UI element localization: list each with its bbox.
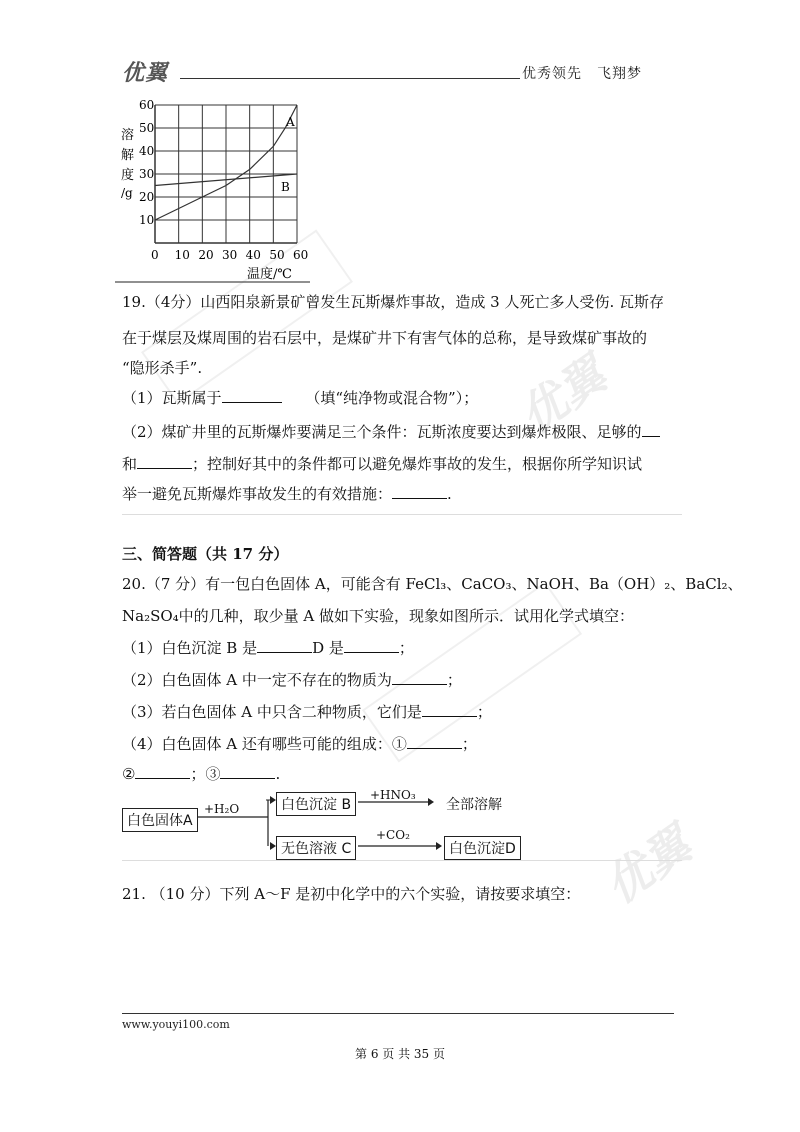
q19-part-2-line-1 [122, 422, 660, 442]
y-axis-label-2: 解 [121, 148, 135, 163]
solubility-graph [115, 95, 315, 285]
flow-result-dissolve: 全部溶解 [446, 797, 502, 813]
curve-b-label: B [281, 180, 290, 194]
flow-label-hno3: +HNO₃ [370, 788, 416, 802]
flow-precipitate-d: 白色沉淀D [444, 836, 521, 860]
q19-line-1: 19.（4分）山西阳泉新景矿曾发生瓦斯爆炸事故，造成 3 人死亡多人受伤. 瓦斯存 [122, 293, 665, 311]
q20-blank-b[interactable] [257, 638, 312, 653]
footer-url[interactable]: www.youyi100.com [122, 1018, 230, 1031]
q20-part-1-d: D 是 [312, 639, 344, 657]
x-ticks [151, 248, 308, 262]
x-tick-label: 0 [151, 248, 159, 262]
y-axis-label-1: 溶 [121, 128, 135, 143]
q19-blank-3[interactable] [137, 454, 192, 469]
q20-part-5-end: . [275, 765, 281, 783]
curve-a-label: A [286, 115, 295, 129]
q20-blank-absent[interactable] [392, 670, 447, 685]
y-tick-label: 20 [139, 190, 155, 204]
y-ticks [139, 98, 154, 227]
q19-line-2: 在于煤层及煤周围的岩石层中，是煤矿井下有害气体的总称，是导致煤矿事故的 [122, 329, 648, 347]
q19-part-2-measure: 举一避免瓦斯爆炸事故发生的有效措施： [122, 485, 393, 503]
q21-line: 21. （10 分）下列 A～F 是初中化学中的六个实验，请按要求填空： [122, 885, 581, 903]
header-motto: 优秀领先 飞翔梦 [522, 66, 642, 82]
flow-precipitate-b: 白色沉淀 B [276, 792, 356, 816]
q20-blank-opt-3[interactable] [220, 764, 275, 779]
y-tick-label: 40 [139, 144, 155, 158]
q19-part-1 [122, 388, 478, 408]
q19-blank-2[interactable] [642, 422, 660, 437]
q20-part-4-end: ； [461, 735, 477, 753]
y-tick-label: 60 [139, 98, 155, 112]
x-tick-label: 50 [269, 248, 285, 262]
q20-blank-opt-2[interactable] [135, 764, 190, 779]
x-tick-label: 60 [293, 248, 309, 262]
x-tick-label: 10 [174, 248, 190, 262]
q20-part-4-text: （4）白色固体 A 还有哪些可能的组成：① [122, 735, 407, 753]
x-tick-label: 30 [222, 248, 238, 262]
q20-part-1 [122, 638, 414, 658]
page-number: 第 6 页 共 35 页 [355, 1047, 445, 1061]
q20-part-5-a: ② [122, 765, 136, 783]
flow-solution-c: 无色溶液 C [276, 836, 356, 860]
header-rule [180, 78, 520, 79]
q20-part-2 [122, 670, 462, 690]
q20-part-4 [122, 734, 477, 754]
q20-line-1: 20.（7 分）有一包白色固体 A，可能含有 FeCl₃、CaCO₃、NaOH、Ba（OH）₂、BaCl₂、 [122, 575, 743, 593]
q19-part-2-and: 和 [122, 455, 138, 473]
watermark-logo: 优翼 [509, 346, 616, 444]
y-tick-label: 30 [139, 167, 155, 181]
watermark-logo: 优翼 [594, 816, 701, 914]
q19-part-2-line-2 [122, 454, 642, 474]
q19-blank-4[interactable] [392, 484, 447, 499]
flow-solid-a: 白色固体A [122, 808, 198, 832]
q19-part-1-hint: （填“纯净物或混合物”）； [305, 389, 479, 407]
q20-part-5 [122, 764, 280, 784]
q20-part-2-end: ； [446, 671, 462, 689]
footer-rule [122, 1013, 674, 1014]
q19-line-3: “隐形杀手”. [122, 359, 203, 377]
graph-grid [155, 105, 297, 243]
q20-blank-d[interactable] [344, 638, 399, 653]
q20-part-2-text: （2）白色固体 A 中一定不存在的物质为 [122, 671, 392, 689]
q19-part-2-rest: ；控制好其中的条件都可以避免爆炸事故的发生，根据你所学知识试 [192, 455, 643, 473]
flow-label-h2o: +H₂O [204, 802, 240, 816]
header-logo: 优翼 [122, 61, 169, 86]
q19-part-2-line-3 [122, 484, 452, 504]
q20-divider [122, 860, 682, 861]
y-axis-label-4: /g [121, 186, 133, 200]
q19-part-2-text: （2）煤矿井里的瓦斯爆炸要满足三个条件：瓦斯浓度要达到爆炸极限、足够的 [122, 423, 642, 441]
q20-blank-opt-1[interactable] [407, 734, 462, 749]
q20-part-3 [122, 702, 492, 722]
y-tick-label: 50 [139, 121, 155, 135]
x-tick-label: 40 [245, 248, 261, 262]
y-axis-label-3: 度 [121, 168, 135, 183]
q20-part-1-text: （1）白色沉淀 B 是 [122, 639, 258, 657]
q20-part-3-end: ； [476, 703, 492, 721]
q19-part-1-prefix: （1）瓦斯属于 [122, 389, 222, 407]
section-3-title: 三、简答题（共 17 分） [122, 545, 289, 563]
y-tick-label: 10 [139, 213, 155, 227]
flow-label-co2: +CO₂ [376, 828, 410, 842]
q20-line-2: Na₂SO₄中的几种，取少量 A 做如下实验，现象如图所示．试用化学式填空： [122, 607, 635, 625]
q19-divider [122, 514, 682, 515]
x-axis-label: 温度/℃ [247, 267, 292, 282]
q20-part-1-end: ； [398, 639, 414, 657]
q20-blank-two[interactable] [422, 702, 477, 717]
q20-part-3-text: （3）若白色固体 A 中只含二种物质，它们是 [122, 703, 422, 721]
x-tick-label: 20 [198, 248, 214, 262]
q20-part-5-b: ；③ [190, 765, 221, 783]
flow-diagram [118, 790, 538, 862]
q19-period: . [447, 485, 452, 503]
q19-blank-1[interactable] [222, 388, 282, 403]
